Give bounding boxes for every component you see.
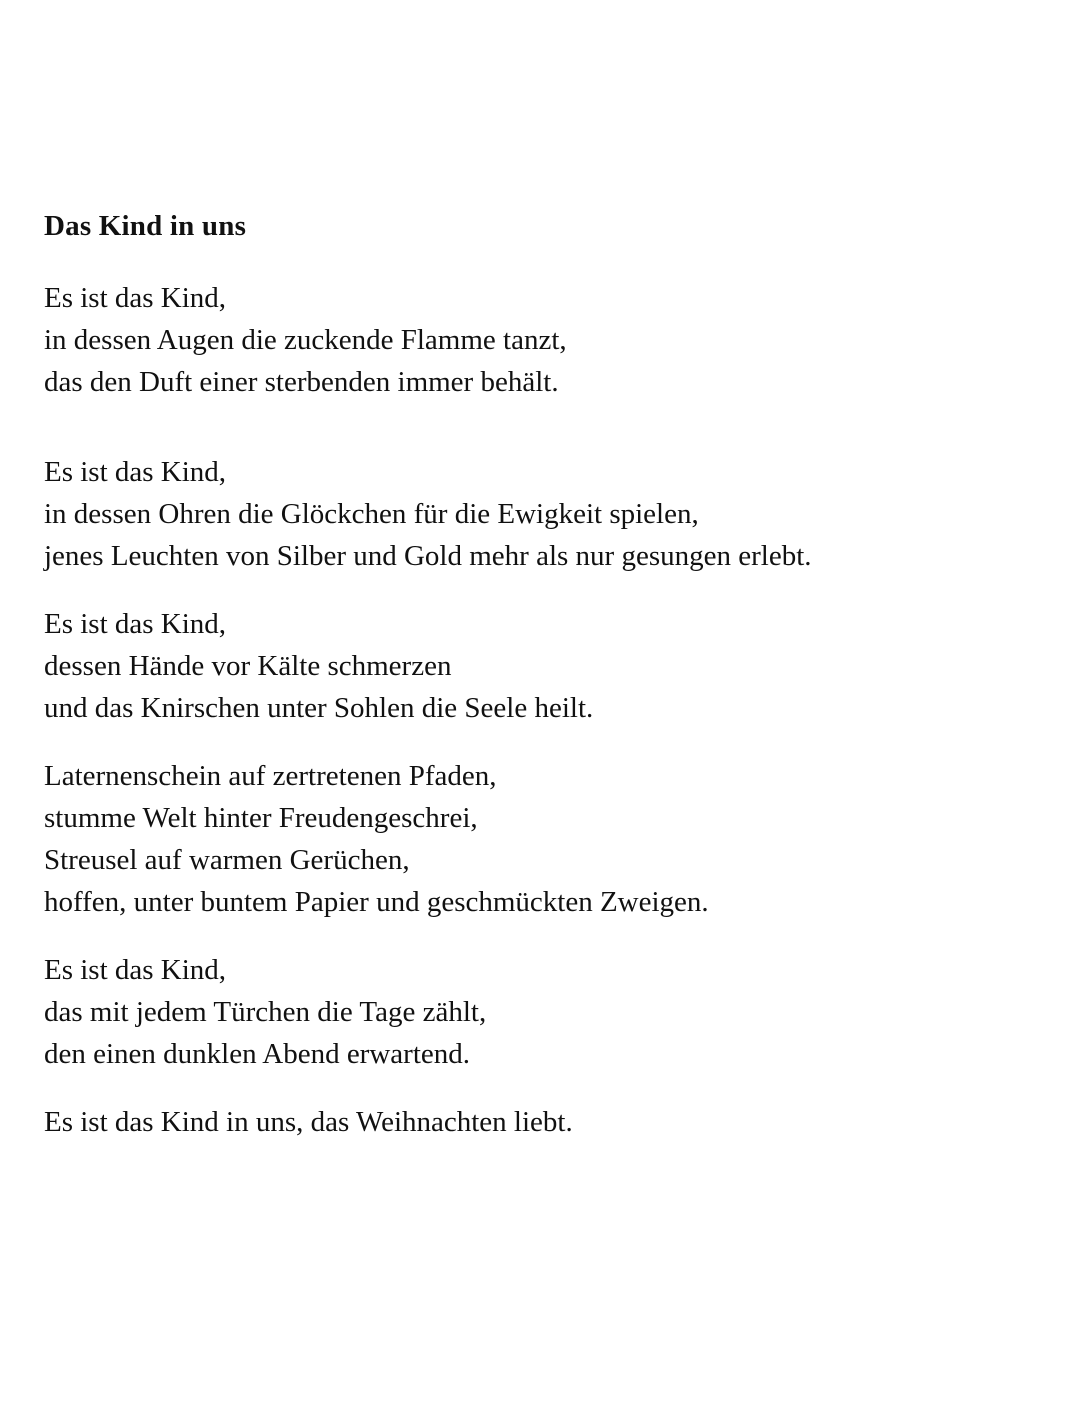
poem-stanza bbox=[44, 1101, 1007, 1143]
poem-line: Es ist das Kind in uns, das Weihnachten liebt. bbox=[44, 1106, 573, 1138]
poem-line: dessen Hände vor Kälte schmerzen bbox=[44, 650, 452, 682]
poem-line: und das Knirschen unter Sohlen die Seele heilt. bbox=[44, 692, 594, 724]
poem-line: den einen dunklen Abend erwartend. bbox=[44, 1038, 470, 1070]
poem-line: das den Duft einer sterbenden immer behält. bbox=[44, 366, 559, 398]
poem-line: Es ist das Kind, bbox=[44, 456, 227, 488]
poem-stanza bbox=[44, 451, 1007, 577]
poem-line: stumme Welt hinter Freudengeschrei, bbox=[44, 802, 478, 834]
poem-line: Es ist das Kind, bbox=[44, 608, 227, 640]
poem-line: Laternenschein auf zertretenen Pfaden, bbox=[44, 760, 497, 792]
poem-line: Es ist das Kind, bbox=[44, 954, 227, 986]
poem-line: das mit jedem Türchen die Tage zählt, bbox=[44, 996, 487, 1028]
poem-stanza bbox=[44, 949, 1007, 1075]
poem-line: in dessen Augen die zuckende Flamme tanzt, bbox=[44, 324, 567, 356]
poem-stanza bbox=[44, 603, 1007, 729]
poem-line: jenes Leuchten von Silber und Gold mehr als nur gesungen erlebt. bbox=[44, 540, 812, 572]
poem-line: hoffen, unter buntem Papier und geschmückten Zweigen. bbox=[44, 886, 709, 918]
poem-line: Es ist das Kind, bbox=[44, 282, 227, 314]
poem-line: Streusel auf warmen Gerüchen, bbox=[44, 844, 410, 876]
poem-stanza bbox=[44, 755, 1007, 923]
poem-stanza bbox=[44, 277, 1007, 403]
poem-line: in dessen Ohren die Glöckchen für die Ewigkeit spielen, bbox=[44, 498, 699, 530]
poem-title: Das Kind in uns bbox=[44, 210, 247, 242]
